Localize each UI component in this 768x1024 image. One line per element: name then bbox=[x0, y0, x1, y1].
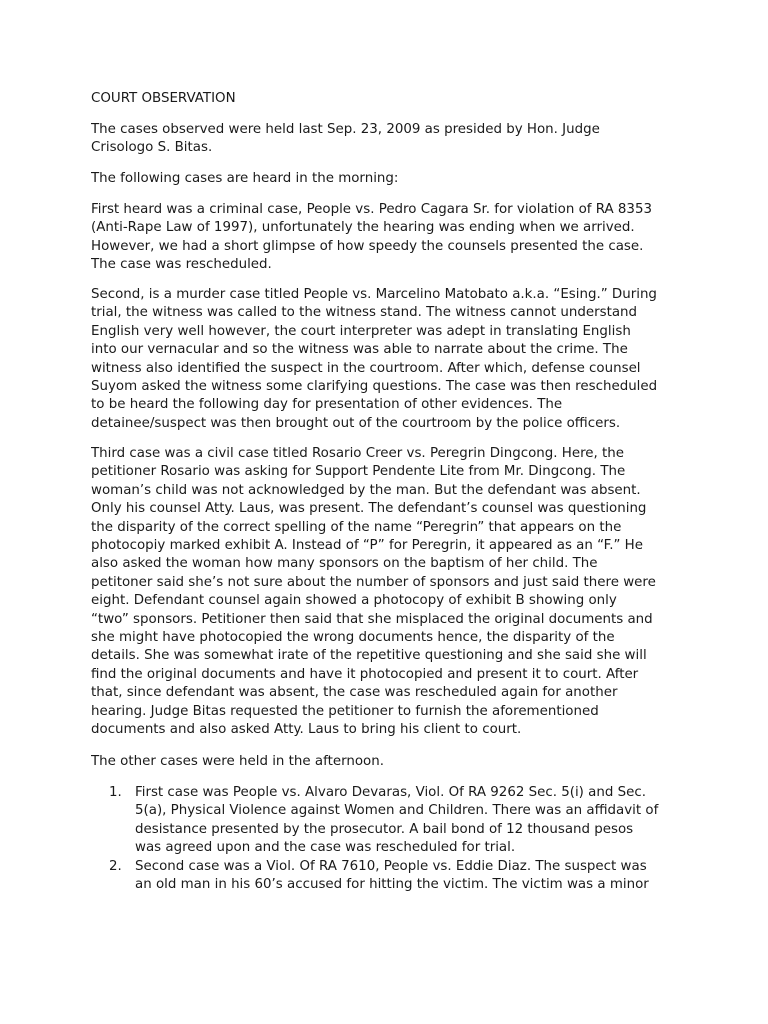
list-item bbox=[91, 784, 658, 858]
text-line: hearing. Judge Bitas requested the petitioner to furnish the aforementioned bbox=[91, 703, 599, 719]
text-line: that, since defendant was absent, the case was rescheduled again for another bbox=[91, 685, 618, 701]
text-line: the disparity of the correct spelling of the name “Peregrin” that appears on the bbox=[91, 519, 622, 535]
text-line: into our vernacular and so the witness was able to narrate about the crime. The bbox=[91, 342, 628, 358]
text-line: English very well however, the court interpreter was adept in translating English bbox=[91, 323, 631, 339]
text-line: woman’s child was not acknowledged by the man. But the defendant was absent. bbox=[91, 482, 641, 498]
text-line: eight. Defendant counsel again showed a photocopy of exhibit B showing only bbox=[91, 593, 617, 609]
text-line: 5(a), Physical Violence against Women and Children. There was an affidavit of bbox=[135, 803, 659, 819]
document-title: COURT OBSERVATION bbox=[91, 91, 236, 106]
text-line: First heard was a criminal case, People vs. Pedro Cagara Sr. for violation of RA 8353 bbox=[91, 202, 652, 217]
text-line: First case was People vs. Alvaro Devaras, Viol. Of RA 9262 Sec. 5(i) and Sec. bbox=[135, 785, 646, 800]
text-line: The other cases were held in the afternoon. bbox=[91, 754, 384, 769]
text-line: she might have photocopied the wrong documents hence, the disparity of the bbox=[91, 630, 615, 646]
paragraph-first-case bbox=[91, 201, 652, 275]
text-line: witness also identified the suspect in the courtroom. After which, defense counsel bbox=[91, 360, 641, 376]
text-line: detainee/suspect was then brought out of the courtroom by the police officers. bbox=[91, 415, 621, 431]
text-line: was agreed upon and the case was rescheduled for trial. bbox=[135, 840, 516, 856]
text-line: Second case was a Viol. Of RA 7610, People vs. Eddie Diaz. The suspect was bbox=[135, 858, 647, 874]
text-line: The case was rescheduled. bbox=[91, 257, 272, 273]
paragraph-third-case bbox=[91, 445, 656, 740]
text-line: Suyom asked the witness some clarifying questions. The case was then rescheduled bbox=[91, 379, 658, 395]
text-line: an old man in his 60’s accused for hitting the victim. The victim was a minor bbox=[135, 877, 649, 893]
text-line: Crisologo S. Bitas. bbox=[91, 140, 213, 156]
text-line: “two” sponsors. Petitioner then said that she misplaced the original documents and bbox=[91, 611, 653, 627]
text-line: petitoner said she’s not sure about the number of sponsors and just said there were bbox=[91, 574, 656, 590]
text-line: documents and also asked Atty. Laus to bring his client to court. bbox=[91, 722, 522, 738]
text-line: to be heard the following day for presentation of other evidences. The bbox=[91, 397, 563, 413]
paragraph-afternoon-cases bbox=[91, 753, 384, 771]
text-line: petitioner Rosario was asking for Support Pendente Lite from Mr. Dingcong. The bbox=[91, 464, 626, 480]
text-line: The following cases are heard in the morning: bbox=[91, 171, 399, 186]
document-page bbox=[91, 0, 691, 1024]
paragraph-case-intro bbox=[91, 121, 600, 158]
text-line: Second, is a murder case titled People vs. Marcelino Matobato a.k.a. “Esing.” During bbox=[91, 287, 657, 302]
text-line: The cases observed were held last Sep. 23, 2009 as presided by Hon. Judge bbox=[91, 122, 600, 137]
text-line: Third case was a civil case titled Rosario Creer vs. Peregrin Dingcong. Here, the bbox=[91, 446, 625, 461]
paragraph-morning-cases bbox=[91, 170, 398, 188]
text-line: Only his counsel Atty. Laus, was present. The defendant’s counsel was questioning bbox=[91, 501, 647, 517]
text-line: However, we had a short glimpse of how speedy the counsels presented the case. bbox=[91, 238, 644, 254]
text-line: (Anti-Rape Law of 1997), unfortunately the hearing was ending when we arrived. bbox=[91, 220, 635, 236]
list-item bbox=[91, 858, 658, 895]
paragraph-second-case bbox=[91, 286, 657, 433]
afternoon-cases-list bbox=[91, 784, 658, 894]
text-line: find the original documents and have it photocopied and present it to court. After bbox=[91, 666, 639, 682]
list-number: 1. bbox=[109, 785, 122, 800]
text-line: details. She was somewhat irate of the repetitive questioning and she said she will bbox=[91, 648, 647, 664]
text-line: desistance presented by the prosecutor. A bail bond of 12 thousand pesos bbox=[135, 821, 634, 837]
list-number: 2. bbox=[109, 858, 122, 874]
text-line: trial, the witness was called to the witness stand. The witness cannot understand bbox=[91, 305, 638, 321]
text-line: also asked the woman how many sponsors on the baptism of her child. The bbox=[91, 556, 598, 572]
text-line: photocopiy marked exhibit A. Instead of “P” for Peregrin, it appeared as an “F.” He bbox=[91, 538, 643, 554]
